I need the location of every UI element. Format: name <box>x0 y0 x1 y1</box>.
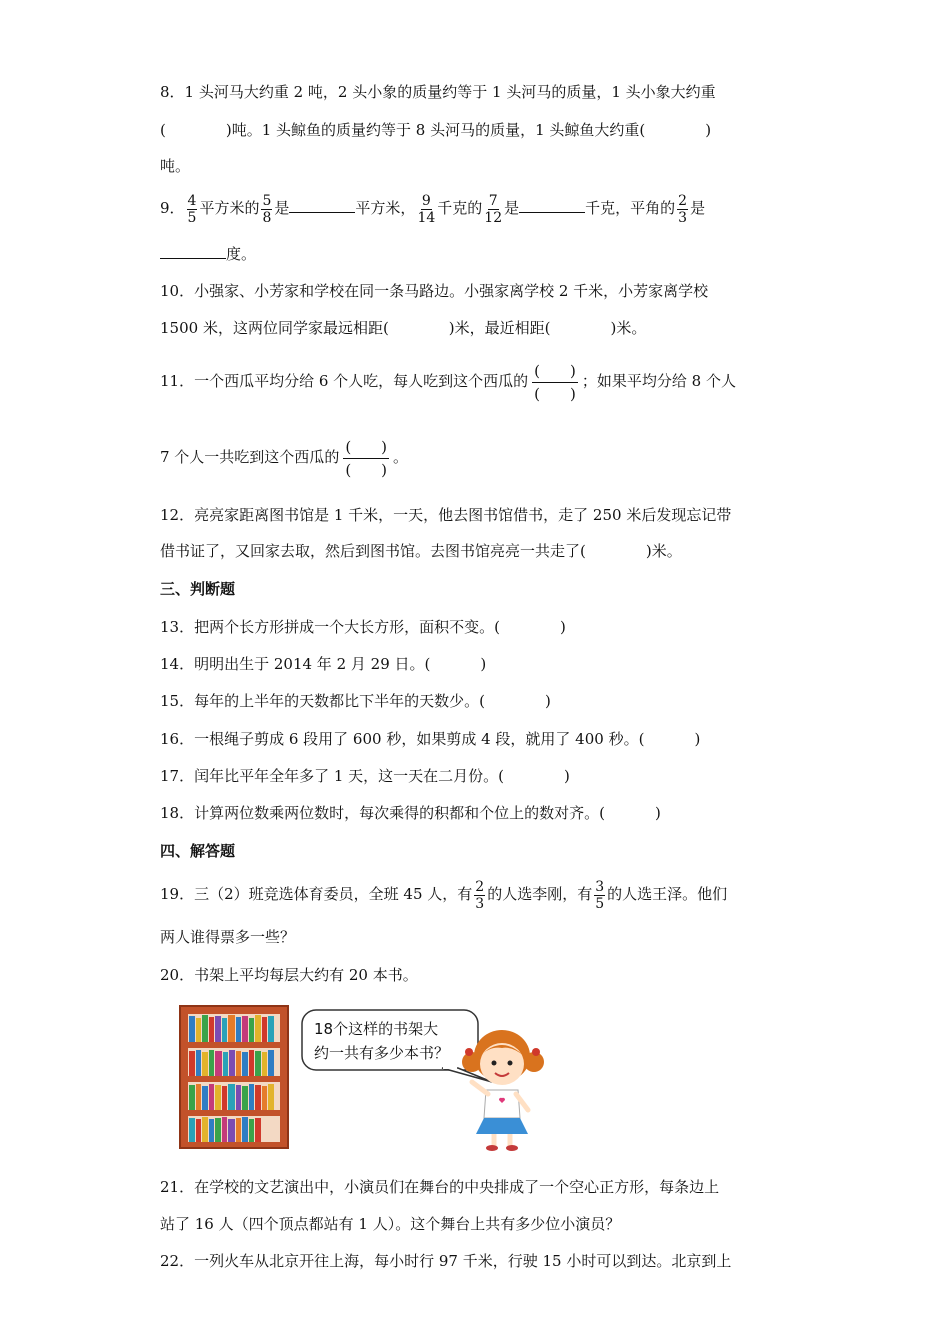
judge-item: 14．明明出生于 2014 年 2 月 29 日。( ) <box>160 655 487 673</box>
fraction: $\frac{4}{5}$ <box>187 192 197 226</box>
bookshelf-illustration <box>172 1000 562 1152</box>
q19-line2: 两人谁得票多一些？ <box>160 928 296 946</box>
q12-line2: 借书证了，又回家去取，然后到图书馆。去图书馆亮亮一共走了( )米。 <box>160 542 682 560</box>
q8-line2: ( )吨。1 头鲸鱼的质量约等于 8 头河马的质量，1 头鲸鱼大约重( ) <box>160 121 712 139</box>
fraction: $\frac{5}{8}$ <box>262 192 272 226</box>
section-heading-judge: 三、判断题 <box>160 580 236 598</box>
fraction: $\frac{3}{5}$ <box>595 878 605 912</box>
q8-line1: 8．1 头河马大约重 2 吨，2 头小象的质量约等于 1 头河马的质量，1 头小象大约重 <box>160 83 716 101</box>
q22-line1: 22．一列火车从北京开往上海，每小时行 97 千米，行驶 15 小时可以到达。北京到上 <box>160 1252 732 1270</box>
answer-blank[interactable] <box>160 244 226 259</box>
fraction-blank[interactable]: ( ) ( ) <box>345 437 388 479</box>
judge-item: 18．计算两位数乘两位数时，每次乘得的积都和个位上的数对齐。( ) <box>160 804 661 822</box>
judge-item: 13．把两个长方形拼成一个大长方形，面积不变。( ) <box>160 618 566 636</box>
q10-line2: 1500 米，这两位同学家最远相距( )米，最近相距( )米。 <box>160 319 647 337</box>
fraction: $\frac{2}{3}$ <box>475 878 485 912</box>
bubble-text-1: 18个这样的书架大 <box>314 1020 439 1038</box>
judge-item: 17．闰年比平年全年多了 1 天，这一天在二月份。( ) <box>160 767 570 785</box>
q21-line1: 21．在学校的文艺演出中，小演员们在舞台的中央排成了一个空心正方形，每条边上 <box>160 1178 720 1196</box>
q20-line1: 20．书架上平均每层大约有 20 本书。 <box>160 966 418 984</box>
bubble-text-2: 约一共有多少本书？ <box>314 1044 450 1062</box>
speech-bubble <box>302 1010 492 1082</box>
bookshelf-icon <box>180 1006 288 1148</box>
judge-item: 15．每年的上半年的天数都比下半年的天数少。( ) <box>160 692 551 710</box>
q11-line1: 11．一个西瓜平均分给 6 个人吃，每人吃到这个西瓜的 ( ) ( ) ；如果平均分给 8 个人 <box>160 361 736 403</box>
fraction: $\frac{9}{14}$ <box>417 192 436 226</box>
answer-blank[interactable] <box>289 198 355 213</box>
answer-blank[interactable] <box>519 198 585 213</box>
q8-line3: 吨。 <box>160 157 191 175</box>
fraction: $\frac{2}{3}$ <box>678 192 688 226</box>
q10-line1: 10．小强家、小芳家和学校在同一条马路边。小强家离学校 2 千米，小芳家离学校 <box>160 282 709 300</box>
judge-item: 16．一根绳子剪成 6 段用了 600 秒，如果剪成 4 段，就用了 400 秒。( ) <box>160 730 701 748</box>
q21-line2: 站了 16 人（四个顶点都站有 1 人）。这个舞台上共有多少位小演员？ <box>160 1215 621 1233</box>
section-heading-answer: 四、解答题 <box>160 842 236 860</box>
q11-line2: 7 个人一共吃到这个西瓜的 ( ) ( ) 。 <box>160 437 409 479</box>
q9-line2: 度。 <box>160 244 256 264</box>
fraction-blank[interactable]: ( ) ( ) <box>534 361 576 403</box>
bookshelf-girl-image <box>172 1000 562 1152</box>
q19-line1: 19．三（2）班竞选体育委员，全班 45 人，有 $\frac{2}{3}$ 的人选李刚，有 $\frac{3}{5}$ 的人选王泽。他们 <box>160 878 728 912</box>
fraction: $\frac{7}{12}$ <box>484 192 503 226</box>
q12-line1: 12．亮亮家距离图书馆是 1 千米，一天，他去图书馆借书，走了 250 米后发现忘记带 <box>160 506 732 524</box>
q9-line1: 9． $\frac{4}{5}$ 平方米的 $\frac{5}{8}$ 是 平方米， $\frac{9}{14}$ 千克的 $\frac{7}{12}$ 是 千克，平角的 $\frac{2}{3}$ 是 <box>160 192 706 226</box>
